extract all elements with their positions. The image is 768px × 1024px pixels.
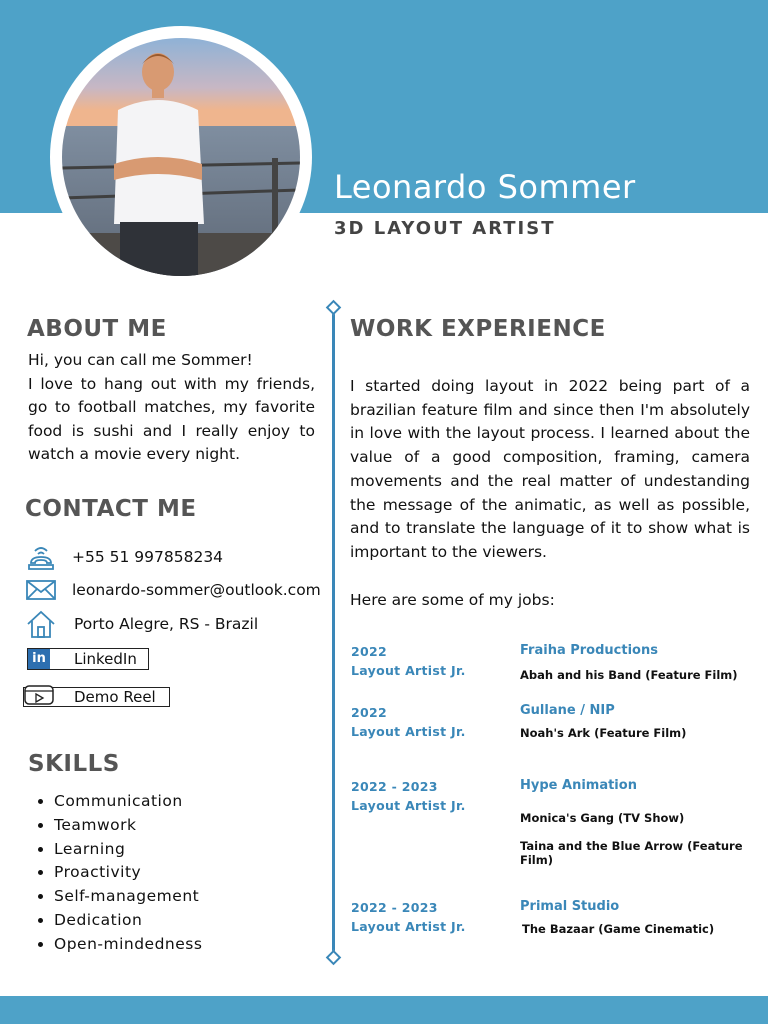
skill-item: • Dedication [54,909,202,933]
linkedin-label: LinkedIn [74,650,137,668]
linkedin-icon: in [28,649,50,669]
contact-heading: CONTACT ME [25,496,197,522]
skill-item: • Communication [54,790,202,814]
job-project: Noah's Ark (Feature Film) [520,726,687,740]
job-position: Layout Artist Jr. [351,918,466,934]
job-project: The Bazaar (Game Cinematic) [522,922,715,936]
profile-role: 3D LAYOUT ARTIST [334,218,556,239]
job-project: Abah and his Band (Feature Film) [520,668,738,682]
contact-location [24,609,258,639]
contact-email[interactable] [24,575,321,605]
email-text: leonardo-sommer@outlook.com [72,581,321,599]
divider-bottom-diamond [326,950,342,966]
play-icon [24,688,54,706]
skill-item: • Learning [54,838,202,862]
jobs-intro: Here are some of my jobs: [350,591,555,609]
work-intro-text: I started doing layout in 2022 being part of a brazilian feature film and since then I'm absolutely in love with the layout process. I learned about the value of a good composition, framing, camera movements and the real matter of undestanding the message of the animatic, as well as possible, and to translate the language of it to show what is important to the viewers. [350,377,750,561]
job-position: Layout Artist Jr. [351,662,466,678]
job-position: Layout Artist Jr. [351,797,466,813]
skills-list [34,790,202,957]
about-body: I love to hang out with my friends, go to football matches, my favorite food is sushi and I really enjoy to watch a movie every night. [28,374,315,463]
home-icon [24,609,58,639]
job-company: Gullane / NIP [520,703,615,718]
job-period [351,704,466,741]
job-year: 2022 - 2023 [351,900,438,915]
skill-item: • Self-management [54,885,202,909]
footer-band [0,996,768,1024]
about-greeting: Hi, you can call me Sommer! [28,351,253,369]
column-divider [332,306,335,956]
job-year: 2022 - 2023 [351,779,438,794]
mail-icon [24,575,58,605]
skill-item: • Teamwork [54,814,202,838]
job-company: Hype Animation [520,778,637,793]
phone-text: +55 51 997858234 [72,548,224,566]
phone-icon [24,542,58,572]
contact-phone[interactable] [24,542,223,572]
job-company: Primal Studio [520,899,620,914]
location-text: Porto Alegre, RS - Brazil [74,615,259,633]
work-heading: WORK EXPERIENCE [350,316,606,342]
job-company: Fraiha Productions [520,643,658,658]
about-heading: ABOUT ME [27,316,167,342]
about-text [28,349,315,467]
job-period [351,778,466,815]
skill-item: • Open-mindedness [54,933,202,957]
job-period [351,643,466,680]
profile-photo [62,38,300,276]
job-year: 2022 [351,644,387,659]
job-project: Taina and the Blue Arrow (Feature Film) [520,839,743,867]
job-position: Layout Artist Jr. [351,723,466,739]
demo-reel-label: Demo Reel [74,688,156,706]
job-period [351,899,466,936]
linkedin-link[interactable] [27,648,149,670]
demo-reel-link[interactable] [23,687,170,707]
work-intro [350,375,750,565]
profile-name: Leonardo Sommer [334,168,636,206]
job-project: Monica's Gang (TV Show) [520,811,685,825]
job-year: 2022 [351,705,387,720]
skills-heading: SKILLS [28,751,120,777]
divider-top-diamond [326,300,342,316]
skill-item: • Proactivity [54,861,202,885]
